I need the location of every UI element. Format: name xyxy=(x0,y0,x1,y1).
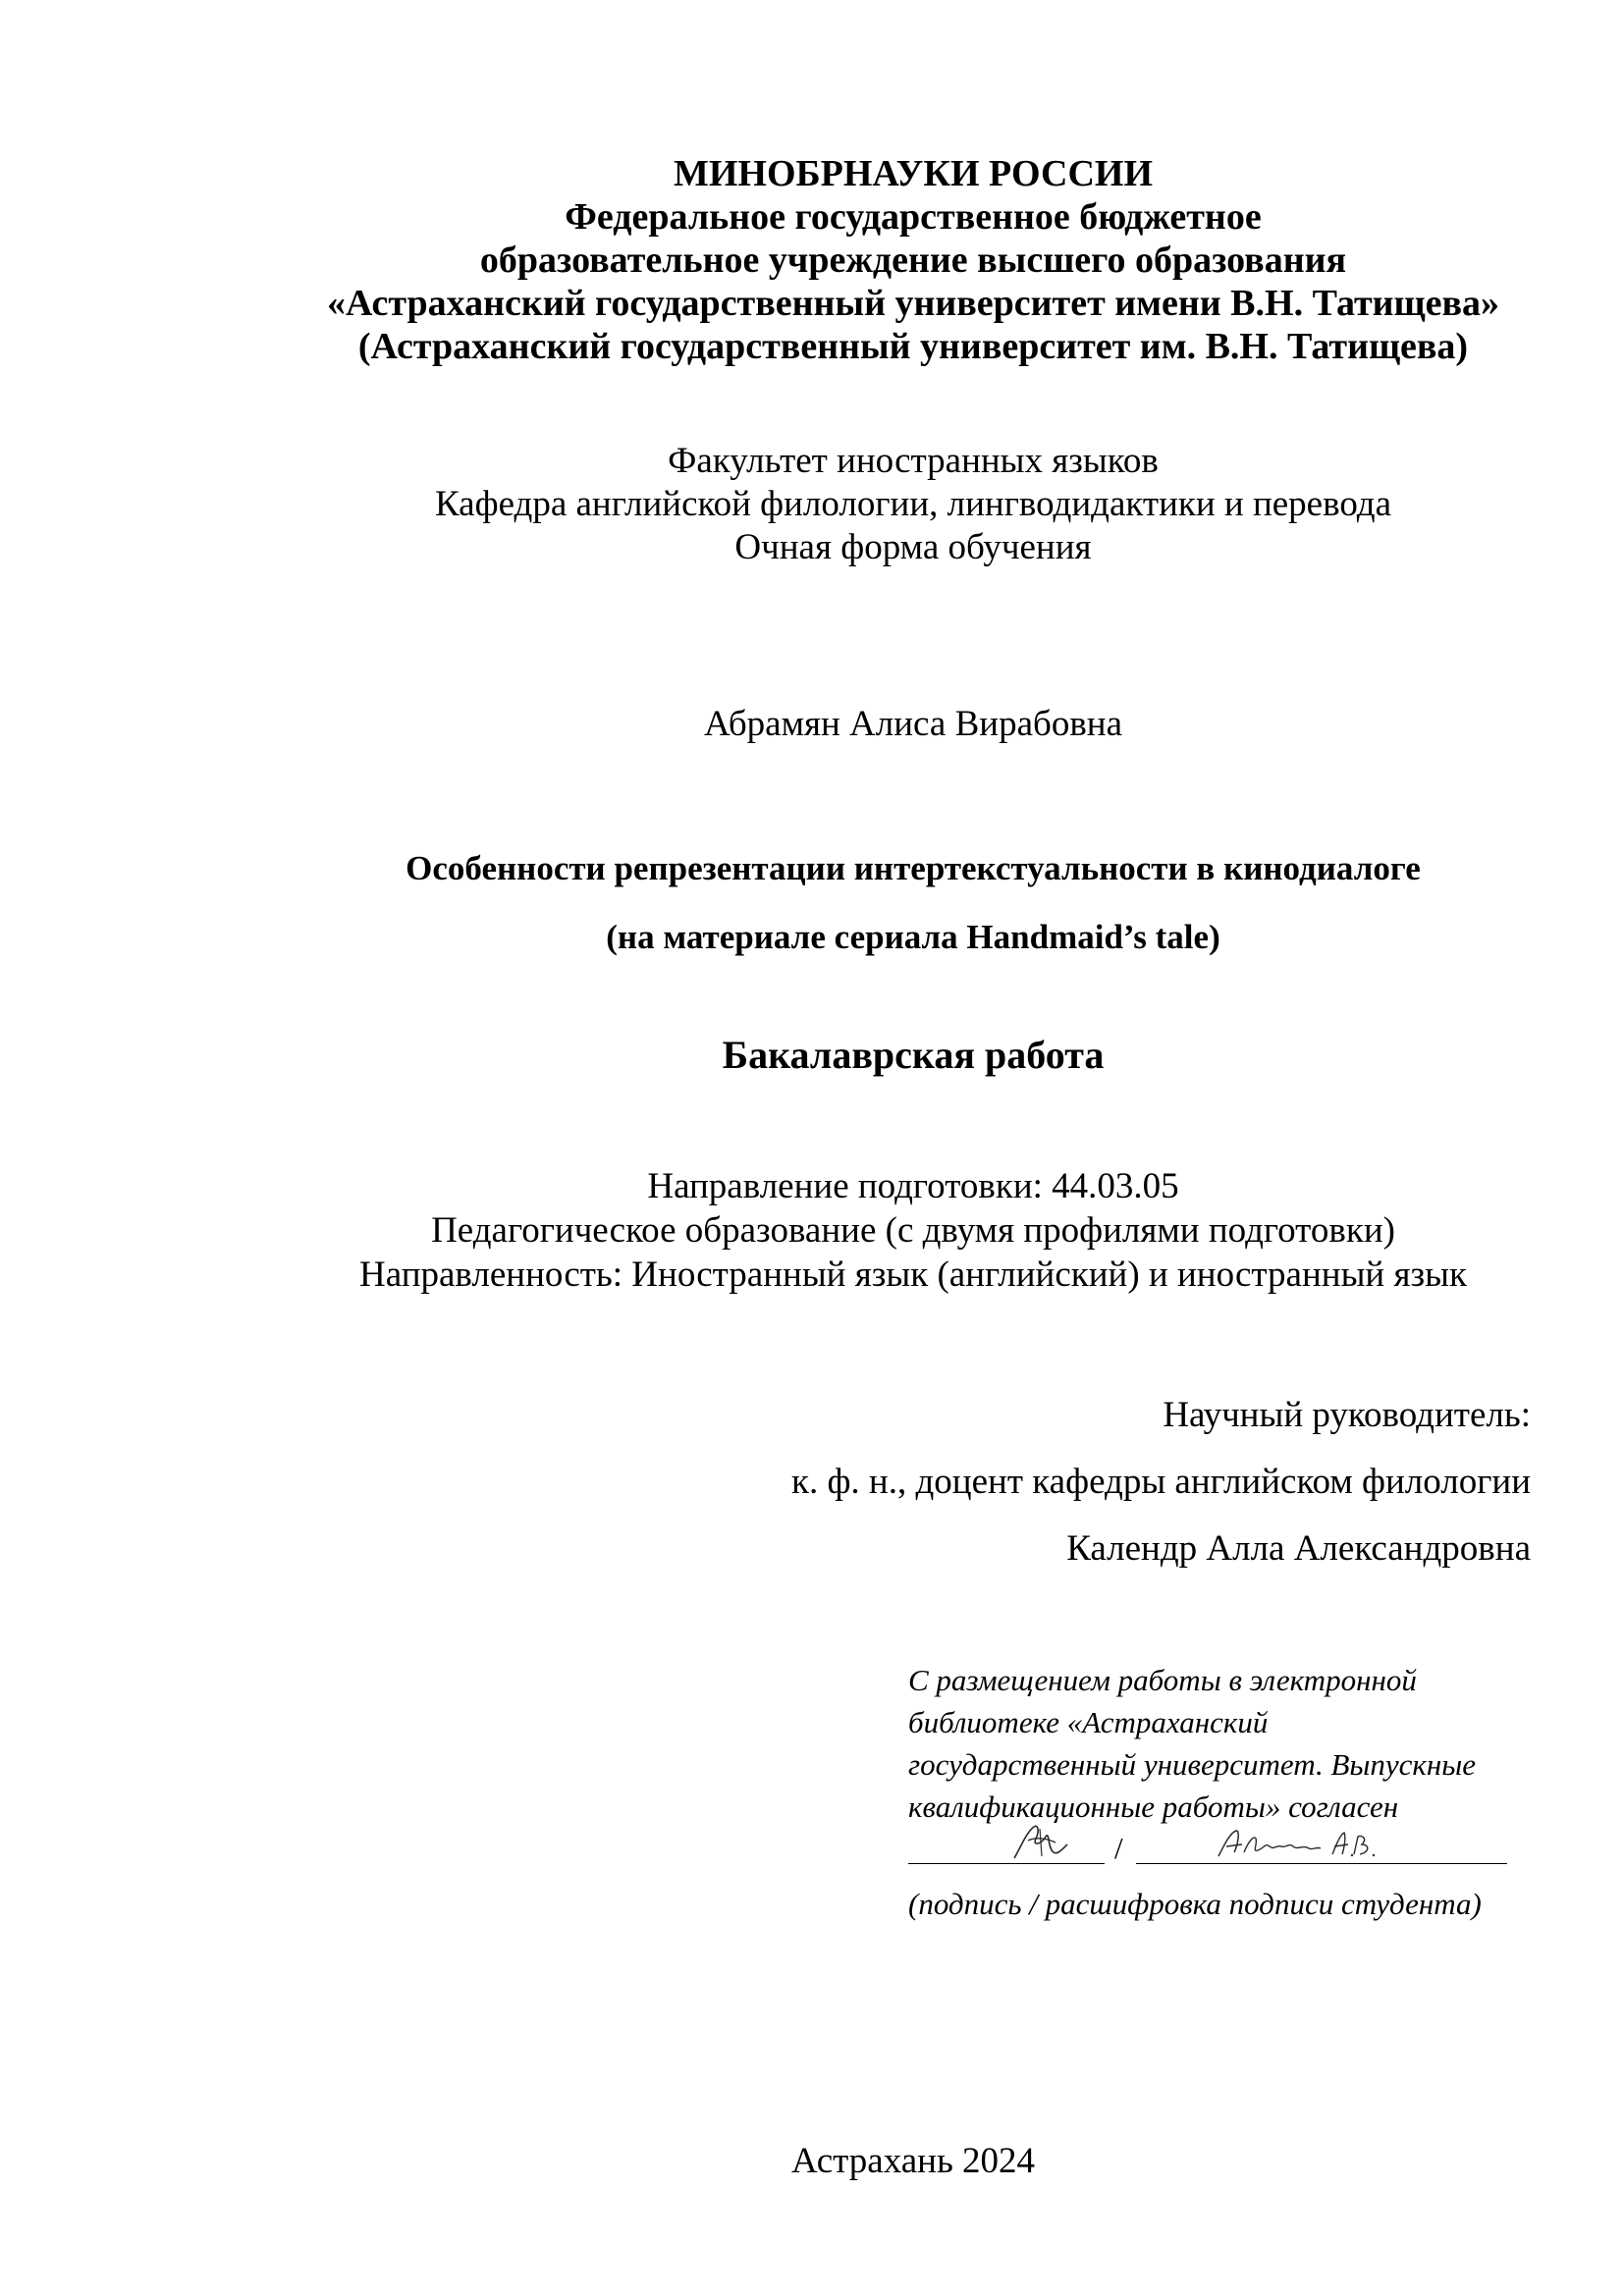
supervisor-name: Календр Алла Александровна xyxy=(1066,1528,1531,1569)
ministry-name: МИНОБРНАУКИ РОССИИ xyxy=(673,153,1154,194)
department-name: Кафедра английской филологии, лингводидактики и перевода xyxy=(434,484,1391,524)
study-direction xyxy=(295,1164,1532,1297)
thesis-title-line1: Особенности репрезентации интертекстуальности в кинодиалоге xyxy=(406,849,1421,887)
author-name: Абрамян Алиса Вирабовна xyxy=(703,704,1123,744)
faculty-block xyxy=(295,440,1532,569)
supervisor-position: к. ф. н., доцент кафедры английском филологии xyxy=(790,1462,1531,1502)
supervisor-block xyxy=(791,1382,1531,1582)
signature-line xyxy=(908,1819,1517,1878)
institution-type-line2: образовательное учреждение высшего образования xyxy=(479,240,1347,281)
thesis-title-line2: (на материале сериала Handmaid’s tale) xyxy=(606,918,1220,956)
signature-separator: / xyxy=(1114,1831,1123,1865)
consent-line: квалификационные работы» согласен xyxy=(908,1789,1399,1824)
work-type: Бакалаврская работа xyxy=(722,1033,1105,1077)
consent-statement xyxy=(908,1659,1537,1828)
direction-profile: Направленность: Иностранный язык (английский) и иностранный язык xyxy=(359,1255,1467,1295)
direction-code: Направление подготовки: 44.03.05 xyxy=(647,1166,1179,1206)
consent-line: С размещением работы в электронной xyxy=(908,1663,1417,1697)
university-short-name: (Астраханский государственный университет им. В.Н. Татищева) xyxy=(357,326,1469,367)
university-full-name: «Астраханский государственный университет имени В.Н. Татищева» xyxy=(326,283,1500,324)
thesis-title xyxy=(295,834,1532,972)
signature-caption: (подпись / расшифровка подписи студента) xyxy=(908,1887,1482,1921)
faculty-name: Факультет иностранных языков xyxy=(668,441,1159,481)
supervisor-label: Научный руководитель: xyxy=(1163,1395,1531,1435)
handwritten-name-icon xyxy=(1215,1825,1381,1864)
study-form: Очная форма обучения xyxy=(734,527,1092,567)
consent-line: государственный университет. Выпускные xyxy=(908,1747,1477,1782)
institution-header xyxy=(295,152,1532,368)
city-year: Астрахань 2024 xyxy=(790,2141,1036,2181)
direction-program: Педагогическое образование (с двумя профилями подготовки) xyxy=(431,1210,1395,1251)
handwritten-signature-icon xyxy=(1006,1819,1075,1866)
consent-line: библиотеке «Астраханский xyxy=(908,1705,1269,1739)
institution-type-line1: Федеральное государственное бюджетное xyxy=(565,196,1262,238)
